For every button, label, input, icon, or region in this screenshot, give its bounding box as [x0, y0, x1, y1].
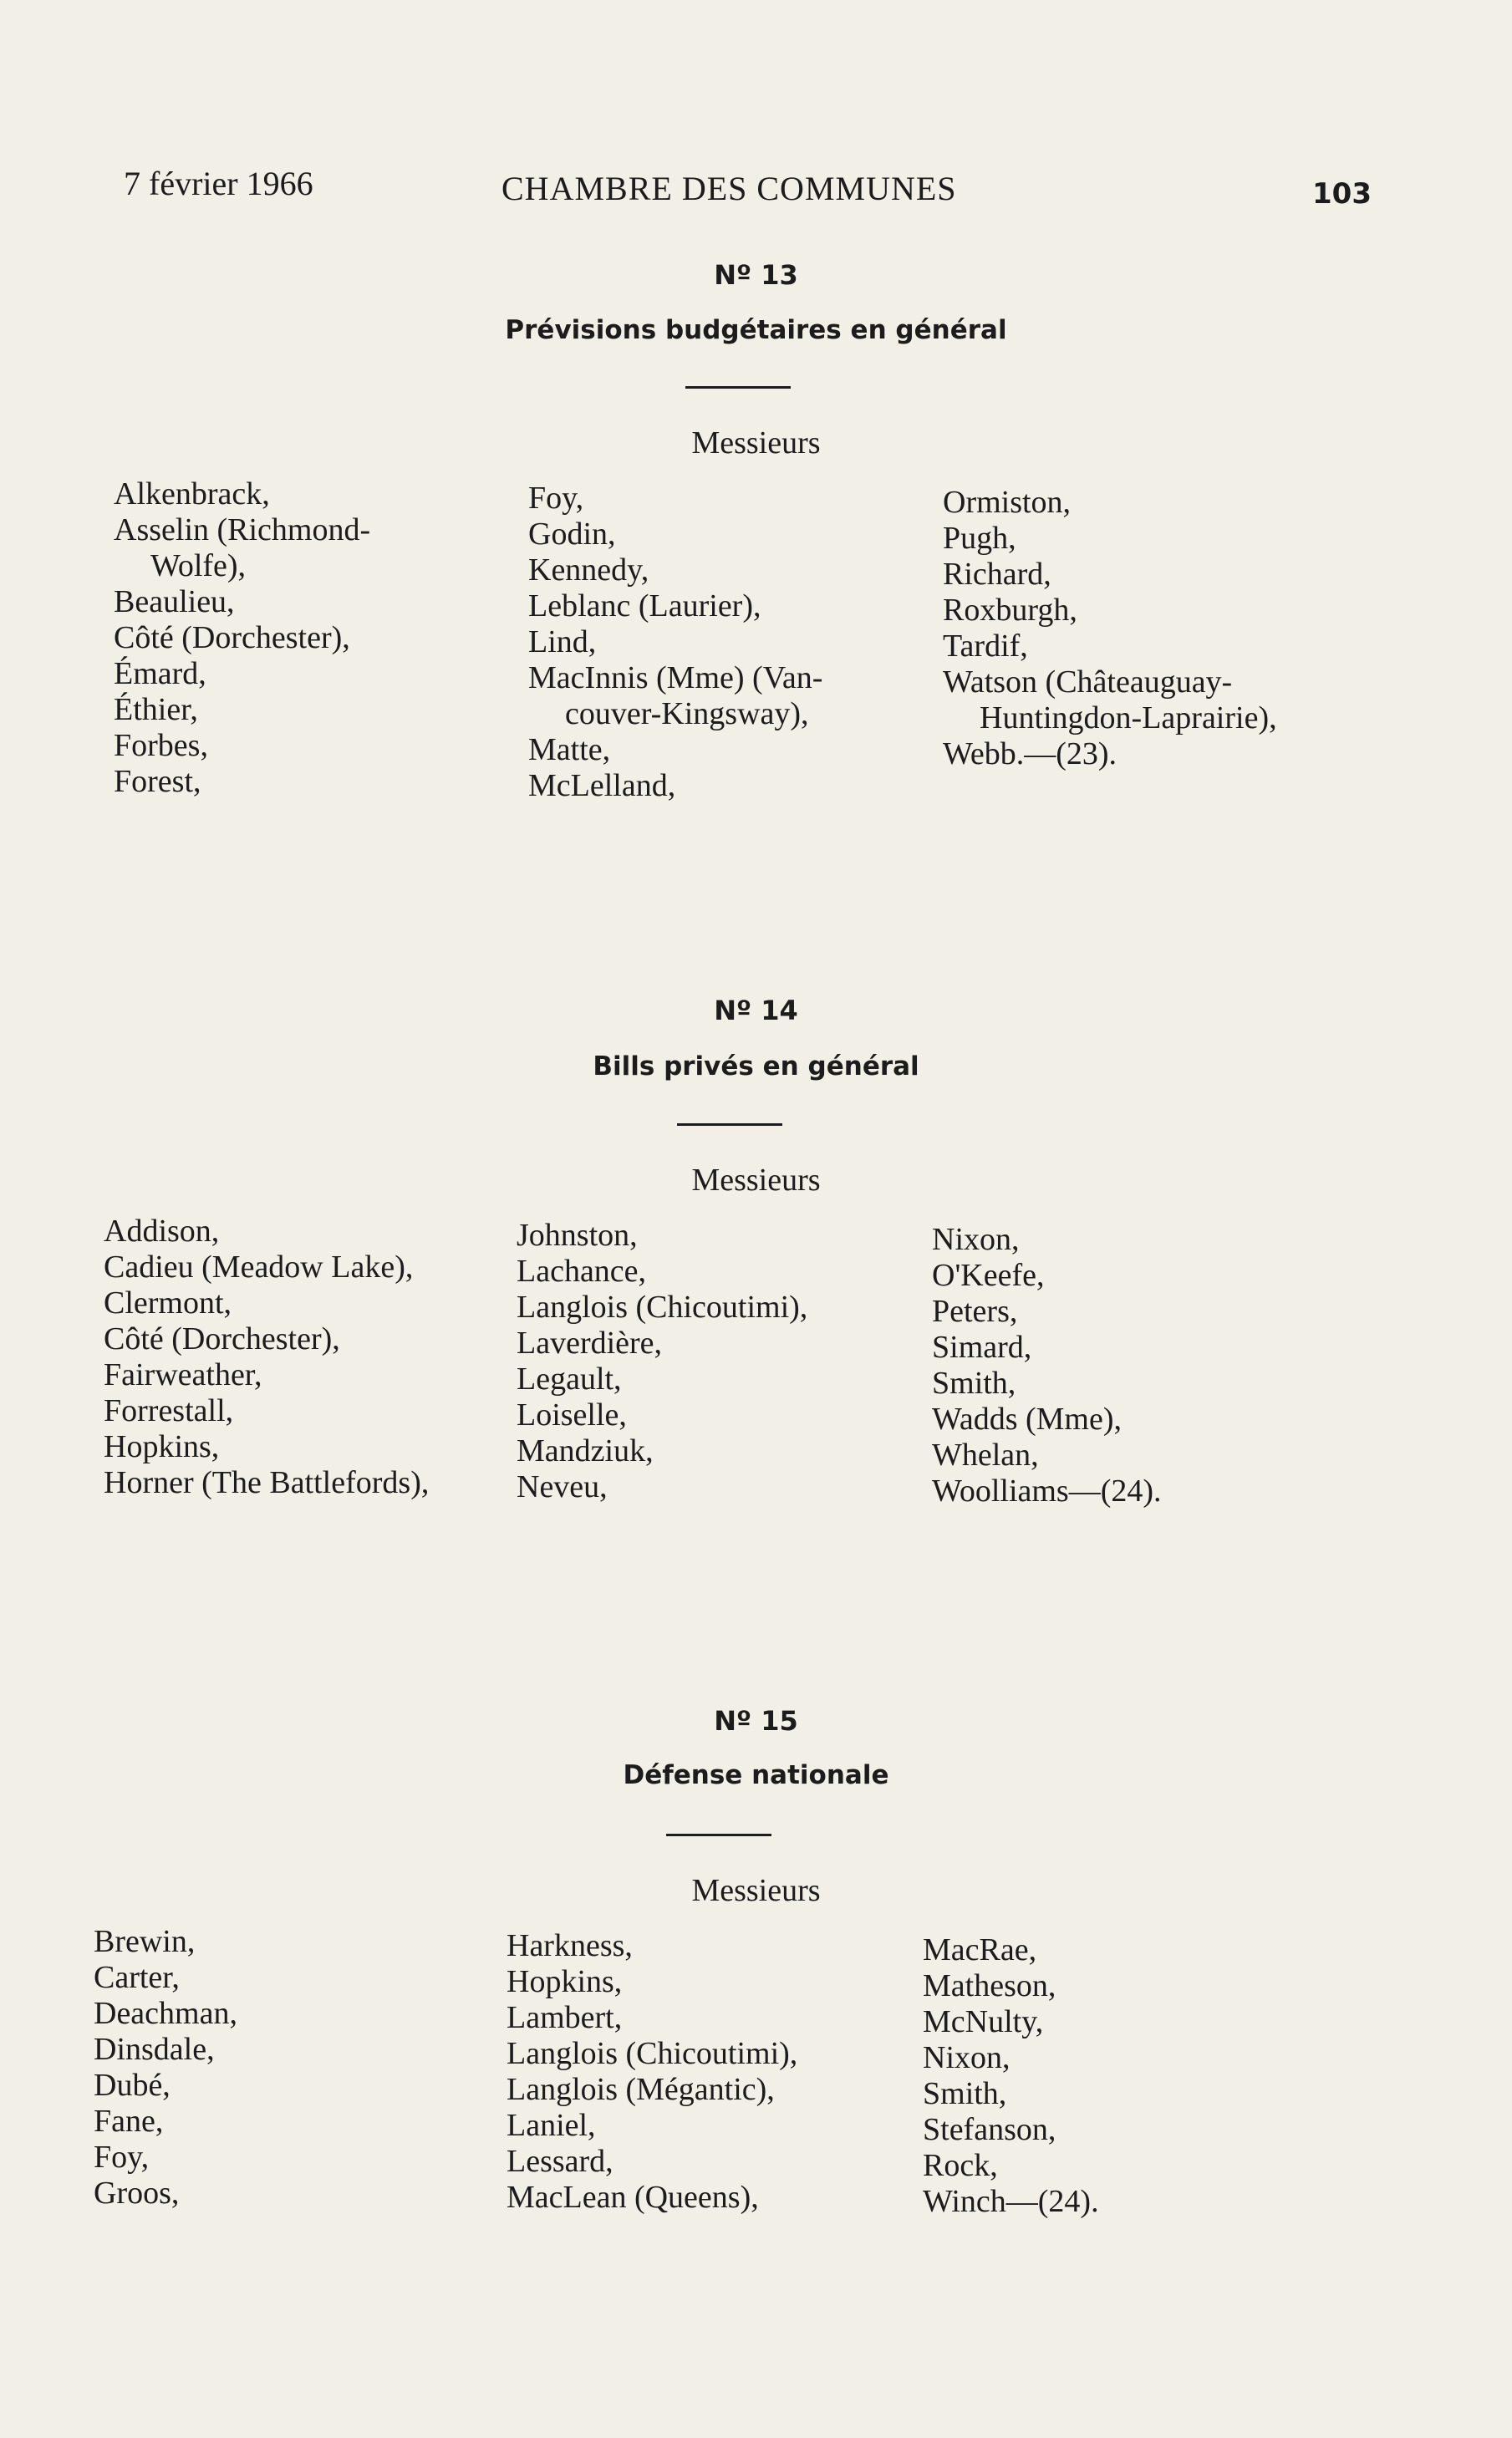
member-name: Roxburgh,: [943, 593, 1077, 628]
member-name: McLelland,: [528, 768, 676, 803]
member-name: Dinsdale,: [94, 2032, 215, 2067]
member-name: Simard,: [932, 1330, 1032, 1365]
member-name: Johnston,: [517, 1218, 638, 1253]
member-name: Cadieu (Meadow Lake),: [104, 1250, 414, 1285]
member-name: Foy,: [94, 2140, 150, 2175]
member-name: Lessard,: [507, 2144, 613, 2179]
salutation: Messieurs: [691, 425, 821, 461]
member-name: Pugh,: [943, 521, 1016, 556]
divider: [677, 1123, 782, 1126]
member-name: Horner (The Battlefords),: [104, 1465, 430, 1500]
member-name: Clermont,: [104, 1285, 232, 1321]
member-name: Woolliams—(24).: [932, 1473, 1162, 1509]
member-name: Whelan,: [932, 1438, 1039, 1473]
member-name: McNulty,: [923, 2004, 1044, 2039]
member-name: MacRae,: [923, 1932, 1037, 1967]
member-name: Forbes,: [114, 728, 208, 763]
member-name: Loiselle,: [517, 1397, 627, 1433]
member-name: Laniel,: [507, 2108, 596, 2143]
member-column: [923, 1932, 1099, 2220]
member-column: [932, 1222, 1162, 1509]
section-number: Nº 15: [714, 1705, 798, 1737]
member-name: Tardif,: [943, 629, 1028, 664]
member-column: [528, 481, 822, 804]
member-name: Beaulieu,: [114, 584, 235, 619]
member-name: Neveu,: [517, 1469, 608, 1504]
member-name: Côté (Dorchester),: [104, 1321, 340, 1356]
member-name: Leblanc (Laurier),: [528, 588, 761, 623]
member-name: Smith,: [923, 2076, 1007, 2111]
member-name: Fane,: [94, 2104, 164, 2139]
member-name: MacInnis (Mme) (Van-: [528, 660, 823, 695]
member-name: O'Keefe,: [932, 1258, 1045, 1293]
member-column: [943, 485, 1277, 772]
divider: [666, 1834, 771, 1836]
member-name: Carter,: [94, 1960, 180, 1995]
member-name: Hopkins,: [104, 1429, 220, 1464]
section-number: Nº 14: [714, 995, 798, 1026]
member-name: Addison,: [104, 1214, 220, 1249]
member-name: Côté (Dorchester),: [114, 620, 350, 655]
member-name: Harkness,: [507, 1928, 633, 1963]
member-name: Émard,: [114, 656, 206, 691]
member-name: Mandziuk,: [517, 1433, 654, 1468]
member-name: Nixon,: [932, 1222, 1020, 1257]
member-name: Legault,: [517, 1362, 622, 1397]
member-name: Groos,: [94, 2176, 180, 2211]
member-name: Webb.—(23).: [943, 736, 1117, 771]
member-name: Matte,: [528, 732, 611, 767]
member-name: Watson (Châteauguay-: [943, 664, 1233, 700]
section-title: Prévisions budgétaires en général: [505, 315, 1007, 345]
member-name: Richard,: [943, 557, 1051, 592]
member-name: Lachance,: [517, 1254, 647, 1289]
member-column: [104, 1214, 429, 1501]
member-name: Lind,: [528, 624, 597, 659]
member-name: Smith,: [932, 1366, 1016, 1401]
member-column: [517, 1218, 807, 1505]
member-name: Éthier,: [114, 692, 198, 727]
member-name: Alkenbrack,: [114, 476, 270, 512]
member-column: [507, 1928, 797, 2216]
member-name: Langlois (Chicoutimi),: [507, 2036, 798, 2071]
member-name: Stefanson,: [923, 2112, 1056, 2147]
member-name: Kennedy,: [528, 552, 649, 588]
member-name: Lambert,: [507, 2000, 623, 2035]
member-name: Winch—(24).: [923, 2184, 1099, 2219]
member-name: MacLean (Queens),: [507, 2180, 759, 2215]
member-name: Matheson,: [923, 1968, 1056, 2003]
member-name: Fairweather,: [104, 1357, 262, 1392]
member-name: Langlois (Chicoutimi),: [517, 1290, 808, 1325]
member-name: Forest,: [114, 764, 201, 799]
member-name: Peters,: [932, 1294, 1018, 1329]
member-name: Deachman,: [94, 1996, 237, 2031]
member-name: Brewin,: [94, 1924, 196, 1959]
section-number: Nº 13: [714, 259, 798, 291]
header-date: 7 février 1966: [124, 165, 313, 202]
member-name: Laverdière,: [517, 1326, 663, 1361]
member-name: Hopkins,: [507, 1964, 623, 1999]
salutation: Messieurs: [691, 1163, 821, 1198]
member-name: Wolfe),: [150, 548, 247, 583]
member-column: [114, 476, 370, 800]
member-name: Huntingdon-Laprairie),: [980, 700, 1277, 735]
member-name: Forrestall,: [104, 1393, 234, 1428]
salutation: Messieurs: [691, 1873, 821, 1908]
running-head: [0, 164, 1512, 214]
member-name: Ormiston,: [943, 485, 1072, 520]
member-name: Langlois (Mégantic),: [507, 2072, 775, 2107]
member-column: [94, 1924, 237, 2212]
member-name: Wadds (Mme),: [932, 1402, 1122, 1437]
member-name: Rock,: [923, 2148, 998, 2183]
member-name: Foy,: [528, 481, 584, 516]
member-name: Nixon,: [923, 2040, 1011, 2075]
header-title: CHAMBRE DES COMMUNES: [501, 170, 957, 207]
page-number: 103: [1312, 177, 1372, 211]
divider: [685, 386, 791, 389]
member-name: Godin,: [528, 517, 616, 552]
member-name: Dubé,: [94, 2068, 171, 2103]
section-title: Défense nationale: [623, 1760, 889, 1790]
member-name: Asselin (Richmond-: [114, 512, 371, 547]
section-title: Bills privés en général: [593, 1051, 919, 1082]
member-name: couver-Kingsway),: [565, 696, 809, 731]
